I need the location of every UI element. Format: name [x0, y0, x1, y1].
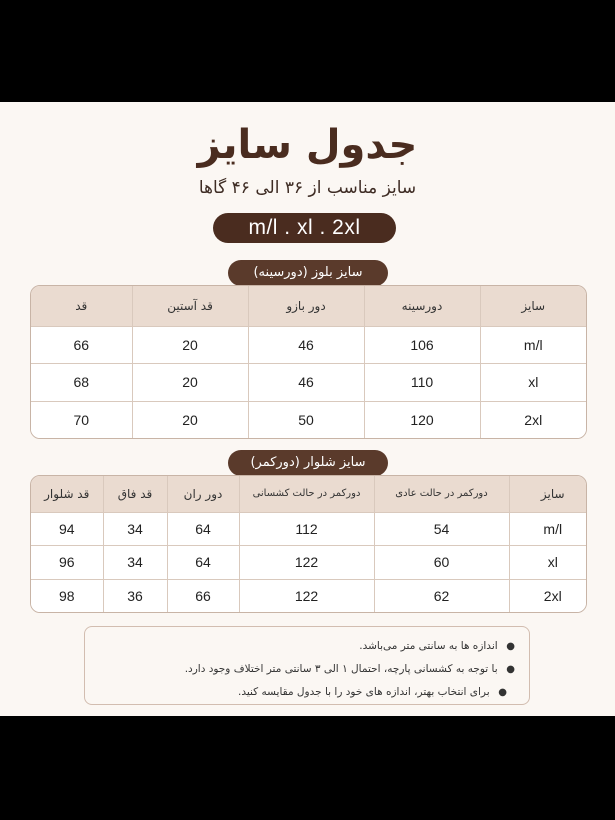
- table-cell: 54: [374, 512, 509, 546]
- table-cell: 46: [248, 364, 364, 402]
- column-header: دور ران: [167, 476, 239, 512]
- table-cell: 110: [364, 364, 480, 402]
- bullet-icon: ●: [498, 687, 507, 698]
- column-header: دور بازو: [248, 286, 364, 326]
- table-header-row: [31, 286, 586, 326]
- table-row: [31, 364, 586, 402]
- column-header: قد فاق: [103, 476, 167, 512]
- column-header: سایز: [509, 476, 587, 512]
- table-cell: 68: [31, 364, 132, 402]
- column-header: دورکمر در حالت کشسانی: [239, 476, 374, 512]
- table-cell: 2xl: [480, 401, 586, 438]
- pants-size-table: [30, 475, 587, 613]
- column-header: قد: [31, 286, 132, 326]
- table-cell: 46: [248, 326, 364, 364]
- table-cell: 70: [31, 401, 132, 438]
- table-cell: xl: [509, 546, 587, 580]
- table-cell: 66: [167, 579, 239, 612]
- notes-box: [84, 626, 530, 705]
- size-chart-card: [0, 102, 615, 716]
- table-cell: 96: [31, 546, 103, 580]
- table-cell: 66: [31, 326, 132, 364]
- table-row: [31, 512, 587, 546]
- blouse-section-label: سایز بلوز (دورسینه): [228, 260, 388, 286]
- table-row: [31, 401, 586, 438]
- table-cell: 122: [239, 546, 374, 580]
- table-cell: 20: [132, 326, 248, 364]
- column-header: دورکمر در حالت عادی: [374, 476, 509, 512]
- bullet-icon: ●: [506, 641, 515, 652]
- table-cell: 60: [374, 546, 509, 580]
- table-cell: m/l: [480, 326, 586, 364]
- table-cell: 34: [103, 512, 167, 546]
- note-item: [95, 635, 515, 658]
- blouse-size-table: [30, 285, 587, 439]
- table-cell: 50: [248, 401, 364, 438]
- subtitle: سایز مناسب از ۳۶ الی ۴۶ گاها: [198, 178, 417, 198]
- table-cell: 64: [167, 512, 239, 546]
- table-row: [31, 579, 587, 612]
- note-text: با توجه به کشسانی پارچه، احتمال ۱ الی ۳ سانتی متر اختلاف وجود دارد.: [184, 663, 498, 675]
- table-cell: 106: [364, 326, 480, 364]
- table-cell: 2xl: [509, 579, 587, 612]
- table-header-row: [31, 476, 587, 512]
- column-header: سایز: [480, 286, 586, 326]
- note-item: [95, 658, 515, 681]
- table-cell: 20: [132, 401, 248, 438]
- table-cell: 112: [239, 512, 374, 546]
- table-cell: 122: [239, 579, 374, 612]
- column-header: دورسینه: [364, 286, 480, 326]
- sizes-badge: m/l . xl . 2xl: [213, 213, 396, 243]
- table-cell: 34: [103, 546, 167, 580]
- column-header: قد شلوار: [31, 476, 103, 512]
- table-row: [31, 546, 587, 580]
- bullet-icon: ●: [506, 664, 515, 675]
- table-cell: 64: [167, 546, 239, 580]
- table-cell: m/l: [509, 512, 587, 546]
- column-header: قد آستین: [132, 286, 248, 326]
- table-cell: 20: [132, 364, 248, 402]
- table-cell: 36: [103, 579, 167, 612]
- table-row: [31, 326, 586, 364]
- note-text: اندازه ها به سانتی متر می‌باشد.: [359, 640, 498, 652]
- pants-section-label: سایز شلوار (دورکمر): [228, 450, 388, 476]
- page-title: جدول سایز: [197, 122, 418, 168]
- table-cell: xl: [480, 364, 586, 402]
- table-cell: 94: [31, 512, 103, 546]
- table-cell: 120: [364, 401, 480, 438]
- table-cell: 62: [374, 579, 509, 612]
- note-item: [95, 681, 515, 704]
- table-cell: 98: [31, 579, 103, 612]
- note-text: برای انتخاب بهتر، اندازه های خود را با جدول مقایسه کنید.: [238, 686, 490, 698]
